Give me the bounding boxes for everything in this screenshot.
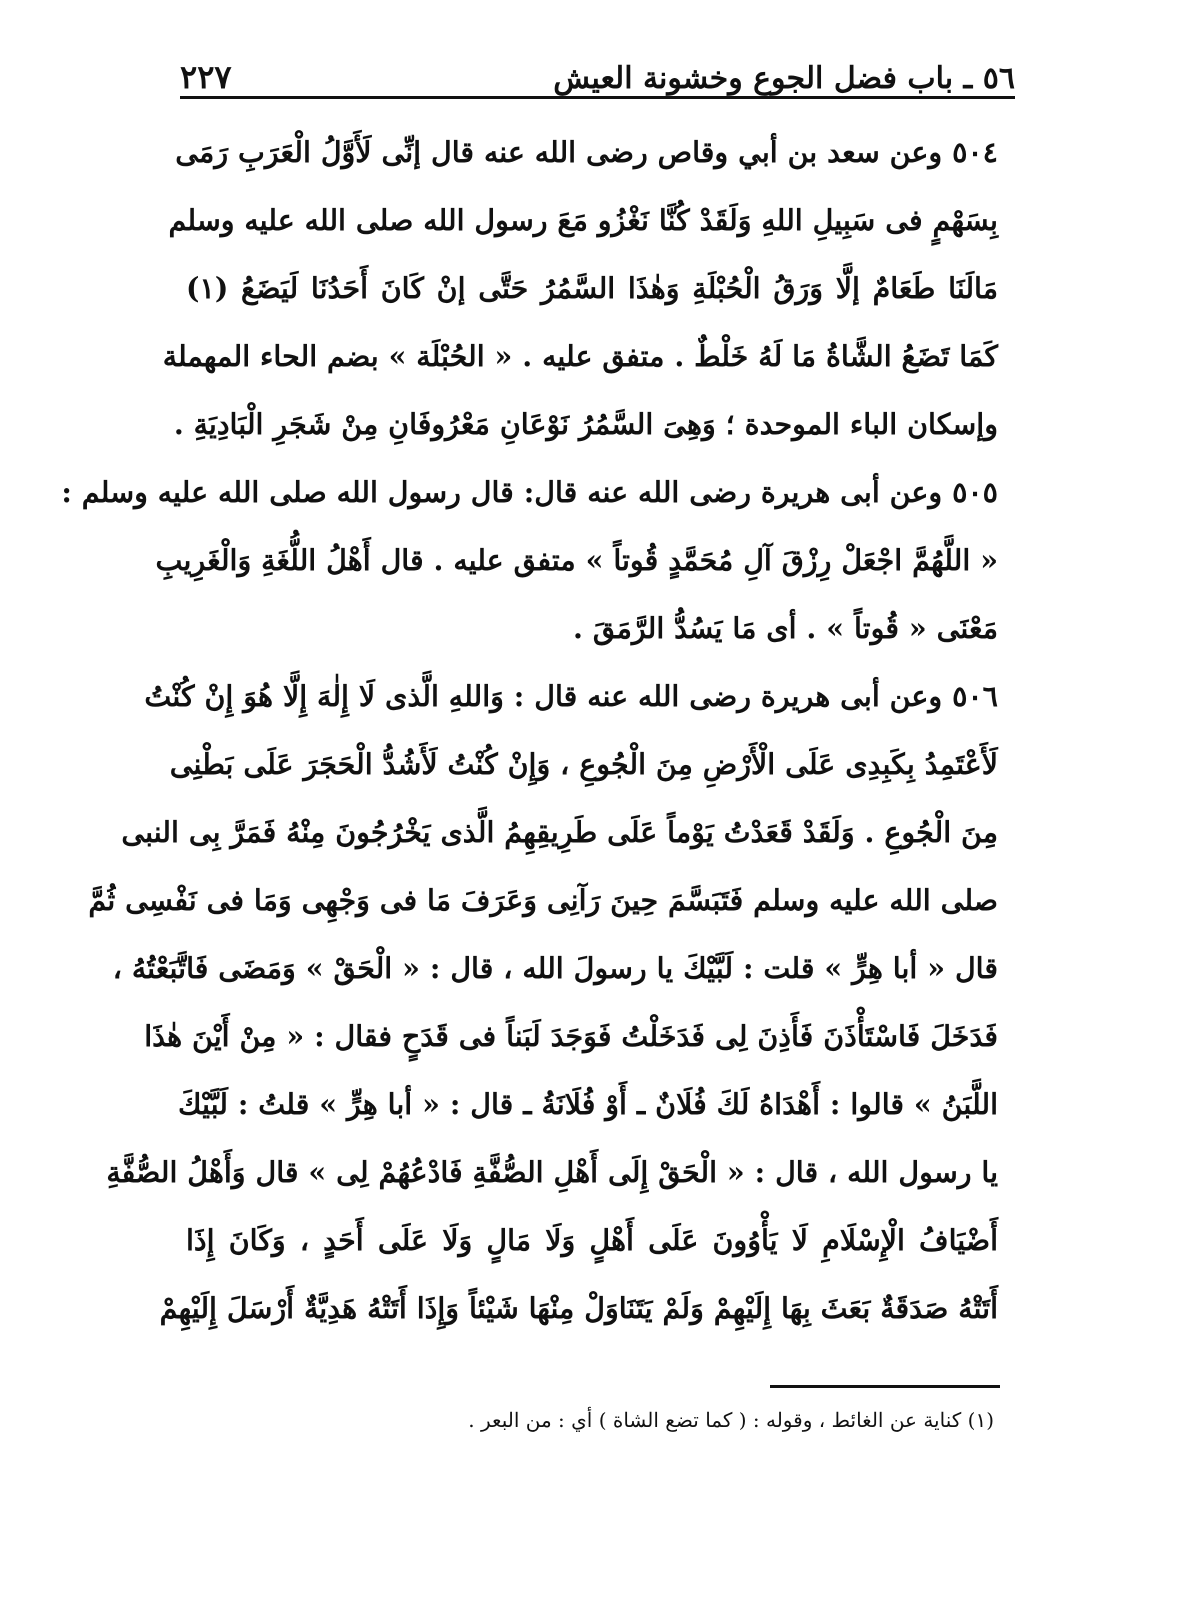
text-line: فَدَخَلَ فَاسْتَأْذَنَ فَأَذِنَ لِى فَدَخَلْتُ فَوَجَدَ لَبَناً فى قَدَحٍ فقال : « مِنْ أَيْنَ هٰذَا: [144, 1019, 998, 1053]
text-line: لَأَعْتَمِدُ بِكَبِدِى عَلَى الْأَرْضِ مِنَ الْجُوعِ ، وَإِنْ كُنْتُ لَأَشُدُّ الْحَجَرَ عَلَى بَطْنِى: [169, 747, 998, 781]
footnote-rule: [770, 1385, 1000, 1388]
text-line: بِسَهْمٍ فى سَبِيلِ اللهِ وَلَقَدْ كُنَّا نَغْزُو مَعَ رسول الله صلى الله عليه وسلم: [168, 203, 998, 237]
text-line: يا رسول الله ، قال : « الْحَقْ إِلَى أَهْلِ الصُّفَّةِ فَادْعُهُمْ لِى » قال وَأَهْلُ الصُّفَّةِ: [106, 1155, 998, 1189]
text-line: ٥٠٥ وعن أبى هريرة رضى الله عنه قال: قال رسول الله صلى الله عليه وسلم :: [61, 475, 998, 509]
text-line: وإسكان الباء الموحدة ؛ وَهِىَ السَّمُرُ نَوْعَانِ مَعْرُوفَانِ مِنْ شَجَرِ الْبَادِيَةِ .: [173, 407, 998, 441]
text-line: كَمَا تَضَعُ الشَّاةُ مَا لَهُ خَلْطٌ . متفق عليه . « الحُبْلَة » بضم الحاء المهملة: [162, 339, 998, 373]
text-line: مَالَنَا طَعَامٌ إلَّا وَرَقُ الْحُبْلَةِ وَهٰذَا السَّمُرُ حَتَّى إنْ كَانَ أَحَدُنَا لَيَضَعُ (١): [186, 271, 998, 305]
header-rule: [180, 96, 1015, 99]
text-line: صلى الله عليه وسلم فَتَبَسَّمَ حِينَ رَآنِى وَعَرَفَ مَا فى وَجْهِى وَمَا فى نَفْسِى ثُمَّ: [88, 883, 998, 917]
footnote: (١) كناية عن الغائط ، وقوله : ( كما تضع الشاة ) أي : من البعر .: [468, 1408, 994, 1432]
text-line: قال « أبا هِرٍّ » قلت : لَبَّيْكَ يا رسولَ الله ، قال : « الْحَقْ » وَمَضَى فَاتَّبَعْتُهُ ،: [112, 951, 998, 985]
text-line: أَتَتْهُ صَدَقَةٌ بَعَثَ بِهَا إِلَيْهِمْ وَلَمْ يَتَنَاوَلْ مِنْهَا شَيْئاً وَإِذَا أَتَتْهُ هَدِيَّةٌ أَرْسَلَ إِلَيْهِمْ: [159, 1291, 998, 1325]
text-line: اللَّبَنُ » قالوا : أَهْدَاهُ لَكَ فُلَانٌ ـ أَوْ فُلَانَةُ ـ قال : « أبا هِرٍّ » قلتُ : لَبَّيْكَ: [178, 1087, 998, 1121]
text-line: مَعْنَى « قُوتاً » . أى مَا يَسُدُّ الرَّمَقَ .: [573, 611, 998, 645]
text-line: ٥٠٤ وعن سعد بن أبي وقاص رضى الله عنه قال إنِّى لَأَوَّلُ الْعَرَبِ رَمَى: [175, 135, 998, 169]
body-text: [61, 118, 998, 1342]
text-line: ٥٠٦ وعن أبى هريرة رضى الله عنه قال : وَاللهِ الَّذى لَا إِلٰهَ إِلَّا هُوَ إِنْ كُنْتُ: [144, 679, 998, 713]
page-number: ٢٢٧: [180, 58, 232, 96]
text-line: « اللَّهُمَّ اجْعَلْ رِزْقَ آلِ مُحَمَّدٍ قُوتاً » متفق عليه . قال أَهْلُ اللُّغَةِ وَالْغَرِيبِ: [155, 543, 998, 577]
text-line: مِنَ الْجُوعِ . وَلَقَدْ قَعَدْتُ يَوْماً عَلَى طَرِيقِهِمُ الَّذى يَخْرُجُونَ مِنْهُ فَمَرَّ بِى النبى: [121, 815, 998, 849]
chapter-title: ٥٦ ـ باب فضل الجوع وخشونة العيش: [553, 61, 1015, 96]
page-header: [180, 48, 1015, 96]
text-line: أَضْيَافُ الْإِسْلَامِ لَا يَأْوُونَ عَلَى أَهْلٍ وَلَا مَالٍ وَلَا عَلَى أَحَدٍ ، وَكَانَ إِذَا: [186, 1223, 998, 1257]
